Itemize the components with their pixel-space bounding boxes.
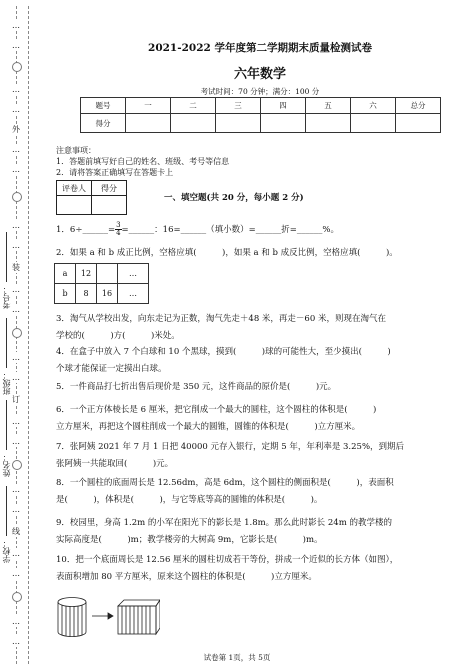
table-cell: b bbox=[55, 284, 76, 304]
binding-mark: … bbox=[12, 305, 20, 314]
binding-circle bbox=[12, 192, 22, 202]
score-table bbox=[80, 97, 441, 133]
score-cell[interactable] bbox=[171, 114, 216, 133]
binding-mark: … bbox=[12, 373, 20, 382]
binding-circle bbox=[12, 592, 22, 602]
question-6 bbox=[56, 404, 466, 433]
subject-title: 六年数学 bbox=[233, 67, 286, 82]
question-line: 7．张阿姨 2021 年 7 月 1 日把 40000 元存入银行，定期 5 年，年利率是 3.25%，到期后 bbox=[56, 442, 405, 452]
binding-mark: 订 bbox=[12, 395, 20, 404]
binding-mark: … bbox=[12, 353, 20, 362]
binding-dashed-line bbox=[28, 6, 29, 664]
table-row bbox=[55, 264, 149, 284]
binding-mark: … bbox=[12, 241, 20, 250]
student-id-field[interactable] bbox=[1, 232, 12, 309]
score-header-cell: 一 bbox=[126, 98, 171, 114]
question-3 bbox=[56, 313, 466, 342]
binding-strip bbox=[0, 0, 40, 670]
binding-mark: 外 bbox=[12, 125, 20, 134]
score-header-cell: 五 bbox=[306, 98, 351, 114]
answer-blank[interactable]: ______ bbox=[296, 225, 323, 235]
notice-item: 2．请将答案正确填写在答题卡上 bbox=[56, 168, 174, 177]
table-cell: … bbox=[118, 264, 149, 284]
grader-score-label: 得分 bbox=[92, 181, 127, 196]
question-1 bbox=[56, 222, 466, 237]
notice-title: 注意事项： bbox=[56, 146, 96, 155]
table-row bbox=[55, 284, 149, 304]
question-8 bbox=[56, 477, 466, 506]
binding-mark: … bbox=[12, 437, 20, 446]
binding-mark: … bbox=[12, 85, 20, 94]
binding-circle bbox=[12, 62, 22, 72]
school-label: 学校： bbox=[2, 539, 11, 563]
binding-mark: … bbox=[12, 417, 20, 426]
score-header-cell: 六 bbox=[351, 98, 396, 114]
question-10 bbox=[56, 554, 466, 583]
class-field[interactable] bbox=[1, 318, 12, 395]
fraction-numerator: 3 bbox=[116, 221, 121, 229]
score-cell[interactable] bbox=[306, 114, 351, 133]
binding-circle bbox=[12, 328, 22, 338]
score-table-row bbox=[81, 114, 441, 133]
q1-text: = bbox=[107, 225, 116, 235]
class-label: 班级： bbox=[2, 371, 11, 395]
cylinder-to-cuboid-figure bbox=[56, 596, 160, 638]
q1-text: 折= bbox=[281, 225, 297, 235]
binding-mark: … bbox=[12, 21, 20, 30]
score-cell[interactable] bbox=[396, 114, 441, 133]
notice-item: 1．答题前填写好自己的姓名、班级、考号等信息 bbox=[56, 157, 230, 166]
score-cell[interactable] bbox=[261, 114, 306, 133]
question-line: 8．一个圆柱的底面周长是 12.56dm，高是 6dm，这个圆柱的侧面积是( )，表面积 bbox=[56, 478, 394, 488]
school-field[interactable] bbox=[1, 486, 12, 563]
score-header-cell: 三 bbox=[216, 98, 261, 114]
binding-mark: … bbox=[12, 285, 20, 294]
fraction-denominator: 4 bbox=[116, 229, 121, 237]
q1-text: （填小数）= bbox=[206, 225, 256, 235]
table-cell-blank[interactable] bbox=[97, 264, 118, 284]
name-field[interactable] bbox=[1, 400, 12, 477]
table-cell: 16 bbox=[97, 284, 118, 304]
q1-text: 1．6÷ bbox=[56, 225, 83, 235]
table-cell: 8 bbox=[76, 284, 97, 304]
binding-mark: … bbox=[12, 41, 20, 50]
binding-mark: … bbox=[12, 549, 20, 558]
question-line: 6．一个正方体棱长是 6 厘米，把它削成一个最大的圆柱，这个圆柱的体积是( ) bbox=[56, 405, 377, 415]
grader-reviewer-cell[interactable] bbox=[57, 196, 92, 215]
grader-score-cell[interactable] bbox=[92, 196, 127, 215]
question-line: 是( )，体积是( )，与它等底等高的圆锥的体积是( )。 bbox=[56, 495, 323, 505]
question-line: 3．淘气从学校出发，向东走记为正数，淘气先走＋48 米，再走－60 米，则现在淘气在 bbox=[56, 314, 386, 324]
table-cell: a bbox=[55, 264, 76, 284]
q1-text: ：16= bbox=[154, 225, 181, 235]
answer-blank[interactable]: ______ bbox=[180, 225, 207, 235]
binding-circle bbox=[12, 460, 22, 470]
question-line: 9．校园里，身高 1.2m 的小军在阳光下的影长是 1.8m。那么此时影长 24m 的教学楼的 bbox=[56, 518, 392, 528]
question-line: 学校的( )方( )米处。 bbox=[56, 331, 180, 341]
score-table-header-row bbox=[81, 98, 441, 114]
section-title: 一、填空题(共 20 分，每小题 2 分) bbox=[164, 193, 304, 203]
page-footer: 试卷第 1页，共 5页 bbox=[203, 653, 271, 662]
question-7 bbox=[56, 441, 466, 470]
score-cell[interactable] bbox=[351, 114, 396, 133]
binding-mark: … bbox=[12, 485, 20, 494]
binding-mark: 装 bbox=[12, 263, 20, 272]
question-5: 5．一件商品打七折出售后现价是 350 元，这件商品的原价是( )元。 bbox=[56, 382, 337, 392]
answer-blank[interactable]: ______ bbox=[128, 225, 155, 235]
exam-title: 2021-2022 学年度第二学期期末质量检测试卷 bbox=[148, 42, 372, 54]
score-cell[interactable] bbox=[126, 114, 171, 133]
binding-mark: … bbox=[12, 165, 20, 174]
score-header-cell: 四 bbox=[261, 98, 306, 114]
binding-mark: … bbox=[12, 221, 20, 230]
binding-mark: … bbox=[12, 617, 20, 626]
answer-blank[interactable]: ______ bbox=[255, 225, 282, 235]
table-cell: 12 bbox=[76, 264, 97, 284]
q1-text: = bbox=[121, 225, 129, 235]
table-cell: … bbox=[118, 284, 149, 304]
grader-reviewer-label: 评卷人 bbox=[57, 181, 92, 196]
proportion-table bbox=[54, 263, 149, 304]
grader-box bbox=[56, 180, 127, 215]
q1-text: %。 bbox=[322, 225, 339, 235]
score-cell[interactable] bbox=[216, 114, 261, 133]
answer-blank[interactable]: ______ bbox=[82, 225, 108, 235]
question-9 bbox=[56, 517, 466, 546]
question-line: 张阿姨一共能取回( )元。 bbox=[56, 459, 174, 469]
exam-info: 考试时间：70 分钟；满分：100 分 bbox=[200, 87, 320, 96]
question-4 bbox=[56, 346, 466, 375]
score-row-label: 得分 bbox=[81, 114, 126, 133]
question-line: 个球才能保证一定摸出白球。 bbox=[56, 364, 167, 374]
question-2: 2．如果 a 和 b 成正比例，空格应填( )，如果 a 和 b 成反比例，空格应填( )。 bbox=[56, 248, 398, 258]
binding-mark: … bbox=[12, 505, 20, 514]
binding-mark: 线 bbox=[12, 527, 20, 536]
binding-mark: … bbox=[12, 569, 20, 578]
name-label: 姓名： bbox=[2, 453, 11, 477]
binding-mark: … bbox=[12, 145, 20, 154]
binding-mark: … bbox=[12, 105, 20, 114]
binding-mark: … bbox=[12, 637, 20, 646]
score-header-cell: 二 bbox=[171, 98, 216, 114]
question-line: 10．把一个底面周长是 12.56 厘米的圆柱切成若干等份，拼成一个近似的长方体（如图）， bbox=[56, 555, 399, 565]
score-header-cell: 题号 bbox=[81, 98, 126, 114]
question-line: 实际高度是( )m；教学楼旁的大树高 9m，它影长是( )m。 bbox=[56, 535, 323, 545]
question-line: 表面积增加 80 平方厘米，原来这个圆柱的体积是( )立方厘米。 bbox=[56, 572, 317, 582]
student-id-label: 考号： bbox=[2, 285, 11, 309]
question-line: 4．在盒子中放入 7 个白球和 10 个黑球，摸到( )球的可能性大，至少摸出( ) bbox=[56, 347, 391, 357]
score-header-cell: 总分 bbox=[396, 98, 441, 114]
question-line: 立方厘米，再把这个圆柱削成一个最大的圆锥，圆锥的体积是( )立方厘米。 bbox=[56, 422, 361, 432]
